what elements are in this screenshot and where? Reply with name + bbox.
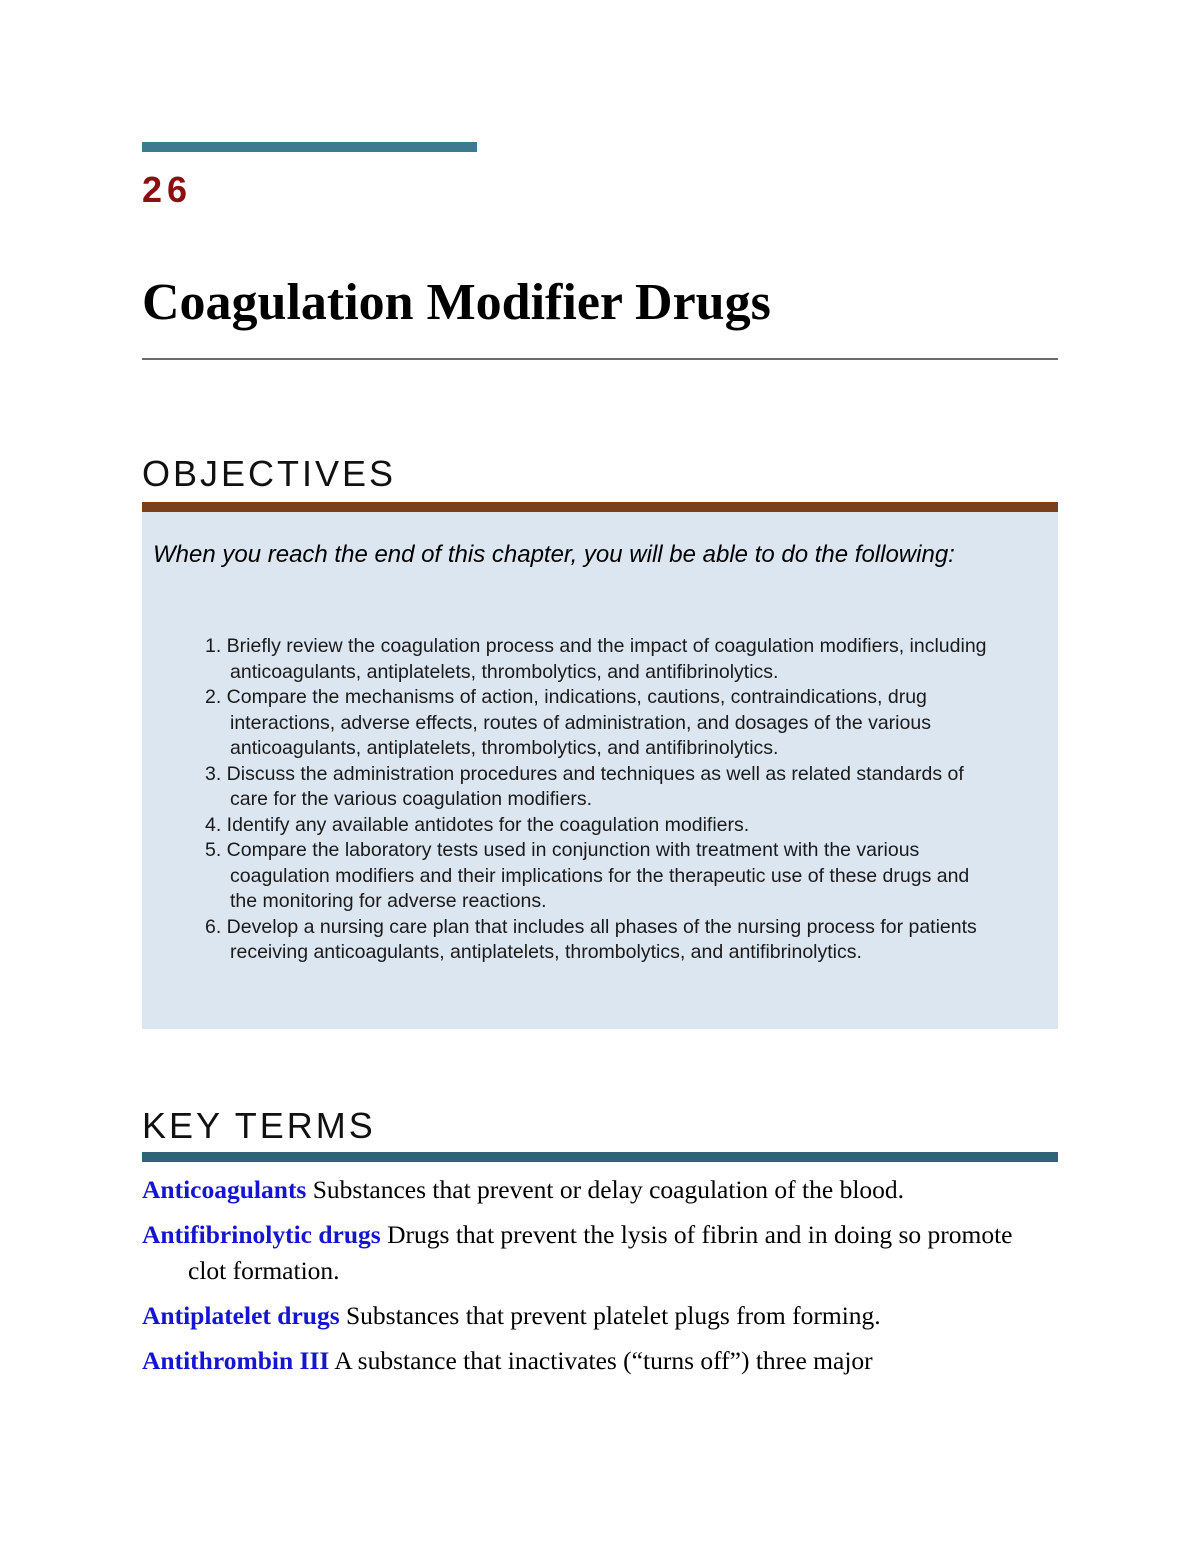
key-term-entry: [142, 1217, 1032, 1289]
key-term-definition: Substances that prevent or delay coagulation of the blood.: [312, 1175, 905, 1204]
key-term-definition: Drugs that prevent the lysis of fibrin and in doing so promote clot formation.: [188, 1220, 1013, 1285]
chapter-number: 26: [142, 169, 193, 210]
objectives-heading: OBJECTIVES: [142, 453, 397, 494]
title-divider: [142, 358, 1058, 360]
key-terms-heading: KEY TERMS: [142, 1105, 376, 1146]
key-term-name: Antifibrinolytic drugs: [142, 1220, 381, 1249]
key-term-entry: [142, 1172, 1032, 1208]
chapter-accent-bar: [142, 142, 477, 152]
objectives-divider: [142, 502, 1058, 512]
key-term-name: Antiplatelet drugs: [142, 1301, 340, 1330]
objectives-list: [200, 634, 1000, 966]
key-term-entry: [142, 1343, 1032, 1379]
key-term-definition: A substance that inactivates (“turns off”) three major: [334, 1346, 873, 1375]
key-terms-divider: [142, 1152, 1058, 1162]
key-term-name: Antithrombin III: [142, 1346, 330, 1375]
objectives-intro: When you reach the end of this chapter, you will be able to do the following:: [153, 541, 955, 568]
objective-item: 6. Develop a nursing care plan that includes all phases of the nursing process for patients receiving anticoagulants, antiplatelets, thrombolytics, and antifibrinolytics.: [205, 915, 977, 963]
key-term-name: Anticoagulants: [142, 1175, 307, 1204]
objective-item: 4. Identify any available antidotes for the coagulation modifiers.: [205, 813, 750, 836]
key-term-entry: [142, 1298, 1032, 1334]
objective-item: 1. Briefly review the coagulation process and the impact of coagulation modifiers, including anticoagulants, antiplatelets, thrombolytics, and antifibrinolytics.: [205, 635, 987, 683]
key-term-definition: Substances that prevent platelet plugs from forming.: [346, 1301, 881, 1330]
objective-item: 5. Compare the laboratory tests used in conjunction with treatment with the various coagulation modifiers and their implications for the therapeutic use of these drugs and the monitoring for adverse reactions.: [205, 839, 970, 912]
objective-item: 3. Discuss the administration procedures and techniques as well as related standards of care for the various coagulation modifiers.: [205, 762, 964, 810]
chapter-title: Coagulation Modifier Drugs: [142, 274, 771, 331]
key-terms-list: [142, 1172, 1032, 1388]
objective-item: 2. Compare the mechanisms of action, indications, cautions, contraindications, drug interactions, adverse effects, routes of administration, and dosages of the various anticoagulants, antiplatelets, thrombolytics, and antifibrinolytics.: [205, 686, 931, 759]
